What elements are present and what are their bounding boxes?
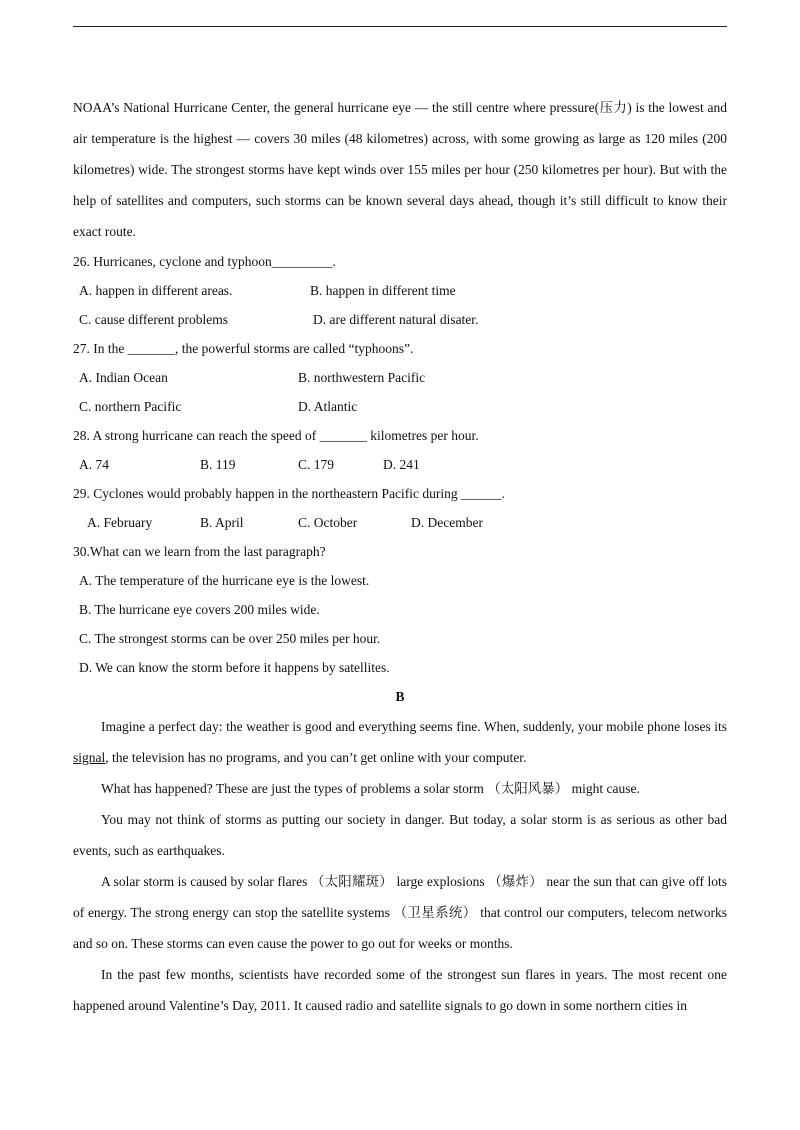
underlined-word-signal: signal [73,750,106,765]
header-rule [73,26,727,27]
passage-a-paragraph: NOAA’s National Hurricane Center, the general hurricane eye — the still centre where pressure(压力) is the lowest and air temperature is the highest — covers 30 miles (48 kilometres) across, with some growing as large as 120 miles (200 kilometres) wide. The strongest storms have kept winds over 155 miles per hour (250 kilometres per hour). But with the help of satellites and computers, such storms can be known several days ahead, though it’s still difficult to know their exact route. [73,100,727,239]
question-28-stem: 28. A strong hurricane can reach the speed of _______ kilometres per hour. [73,428,479,443]
q26-option-c[interactable]: C. cause different problems [79,312,228,327]
question-30-stem: 30.What can we learn from the last paragraph? [73,544,326,559]
q30-option-d[interactable]: D. We can know the storm before it happens by satellites. [79,660,390,675]
question-26-options-row2 [73,305,727,334]
question-26-options-row1 [73,276,727,305]
q30-option-a[interactable]: A. The temperature of the hurricane eye is the lowest. [79,573,370,588]
document-page [73,92,727,1021]
section-b-paragraph-3: You may not think of storms as putting our society in danger. But today, a solar storm is as serious as other bad events, such as earthquakes. [73,812,727,858]
section-b-heading: B [395,689,405,704]
section-b-paragraph-5: In the past few months, scientists have recorded some of the strongest sun flares in years. The most recent one happened around Valentine’s Day, 2011. It caused radio and satellite signals to go down in some northern cities in [73,967,727,1013]
q29-option-a[interactable]: A. February [87,515,153,530]
q27-option-d[interactable]: D. Atlantic [298,399,358,414]
p1-text-before: Imagine a perfect day: the weather is good and everything seems fine. When, suddenly, your mobile phone loses its [101,719,727,734]
q27-option-a[interactable]: A. Indian Ocean [79,370,168,385]
q30-option-b[interactable]: B. The hurricane eye covers 200 miles wide. [79,602,320,617]
q29-option-b[interactable]: B. April [200,515,244,530]
q26-option-a[interactable]: A. happen in different areas. [79,283,233,298]
section-b-paragraph-2: What has happened? These are just the types of problems a solar storm （太阳风暴） might cause. [101,781,640,796]
q27-option-b[interactable]: B. northwestern Pacific [298,370,426,385]
q29-option-c[interactable]: C. October [298,515,358,530]
question-28-options [73,450,727,479]
p1-text-after: , the television has no programs, and you can’t get online with your computer. [105,750,527,765]
q27-option-c[interactable]: C. northern Pacific [79,399,182,414]
question-29-options [73,508,727,537]
q28-option-b[interactable]: B. 119 [200,457,236,472]
q28-option-c[interactable]: C. 179 [298,457,335,472]
question-26-stem: 26. Hurricanes, cyclone and typhoon_________. [73,254,336,269]
q26-option-b[interactable]: B. happen in different time [310,283,456,298]
q30-option-c[interactable]: C. The strongest storms can be over 250 miles per hour. [79,631,381,646]
question-29-stem: 29. Cyclones would probably happen in the northeastern Pacific during ______. [73,486,505,501]
section-b-paragraph-4: A solar storm is caused by solar flares （太阳耀斑） large explosions （爆炸） near the sun that can give off lots of energy. The strong energy can stop the satellite systems （卫星系统） that control our computers, telecom networks and so on. These storms can even cause the power to go out for weeks or months. [73,874,727,951]
q29-option-d[interactable]: D. December [411,515,483,530]
q28-option-a[interactable]: A. 74 [79,457,109,472]
question-27-options-row1 [73,363,727,392]
q26-option-d[interactable]: D. are different natural disater. [313,312,479,327]
section-b-paragraph-1 [73,711,727,773]
question-27-options-row2 [73,392,727,421]
question-27-stem: 27. In the _______, the powerful storms are called “typhoons”. [73,341,414,356]
q28-option-d[interactable]: D. 241 [383,457,420,472]
